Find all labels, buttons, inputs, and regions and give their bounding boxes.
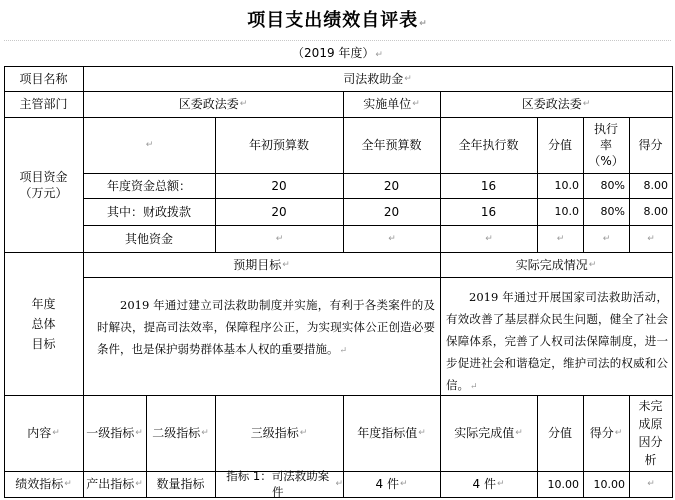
funds-header-score: 得分 <box>638 138 663 152</box>
indicator-row-score: 10.00 <box>593 477 625 491</box>
dept-label: 主管部门 <box>19 97 68 111</box>
indicator-header-target: 年度指标值 ↵ <box>357 426 426 440</box>
goals-expected-text: 2019 年通过建立司法救助制度并实施，有利于各类案件的及时解决，提高司法效率，保障程序公正，为实现实体公正创造必要条件，也是保护弱势群体基本人权的重要措施。↵ <box>97 298 435 356</box>
funds-row-total-annual: 20 <box>383 178 400 193</box>
indicator-header-points: 分值 <box>547 426 572 440</box>
h-rule <box>4 497 673 498</box>
funds-row-other-initial: ↵ <box>275 233 284 244</box>
funds-row-other-score: ↵ <box>647 233 655 244</box>
goals-label: 年度 总体 目标 <box>31 296 56 351</box>
goals-actual-header: 实际完成情况 ↵ <box>515 257 597 272</box>
funds-row-fiscal-label: 其中：财政拨款 <box>106 204 191 219</box>
funds-row-total-score: 8.00 <box>643 179 668 192</box>
funds-row-total-rate: 80% <box>600 179 625 192</box>
indicator-header-level2: 二级指标 ↵ <box>152 426 209 440</box>
indicator-row-content: 绩效指标 ↵ <box>15 477 72 491</box>
indicator-header-level1: 一级指标 ↵ <box>86 426 143 440</box>
funds-row-total-label: 年度资金总额： <box>106 178 191 193</box>
funds-header-annual-budget: 全年预算数 <box>361 138 422 152</box>
indicator-row-target: 4 件 ↵ <box>375 477 408 491</box>
funds-header-initial-budget: 年初预算数 <box>248 138 309 152</box>
funds-row-other-rate: ↵ <box>602 233 611 244</box>
h-rule <box>83 277 673 278</box>
funds-row-fiscal-annual: 20 <box>383 204 400 219</box>
funds-row-fiscal-executed: 16 <box>480 204 497 219</box>
funds-row-other-executed: ↵ <box>485 233 493 244</box>
goals-actual-text: 2019 年通过开展国家司法救助活动，有效改善了基层群众民生问题，健全了社会保障体系，完善了人权司法保障制度，进一步促进社会和谐稳定，维护司法的权威和公信。↵ <box>446 290 668 392</box>
funds-header-blank: ↵ <box>145 140 154 150</box>
funds-header-points: 分值 <box>547 138 572 152</box>
funds-row-other-label: 其他资金 <box>124 231 173 246</box>
indicator-header-reason: 未完成原因分析 <box>638 399 663 467</box>
funds-row-other-points: ↵ <box>556 233 565 244</box>
indicator-row-actual: 4 件 ↵ <box>472 477 505 491</box>
indicator-row-reason: ↵ <box>647 479 655 489</box>
funds-row-total-executed: 16 <box>480 178 497 193</box>
funds-header-executed: 全年执行数 <box>458 138 519 152</box>
funds-row-total-points: 10.0 <box>554 179 579 192</box>
funds-label: 项目资金 （万元） <box>19 169 68 200</box>
goals-expected-header: 预期目标 ↵ <box>233 257 290 272</box>
funds-row-fiscal-rate: 80% <box>600 205 625 218</box>
indicator-header-level3: 三级指标 ↵ <box>250 426 308 440</box>
indicator-header-score: 得分 ↵ <box>589 426 623 440</box>
indicator-header-content: 内容 ↵ <box>27 426 60 440</box>
funds-row-fiscal-score: 8.00 <box>643 205 668 218</box>
dept-value: 区委政法委 ↵ <box>178 97 248 111</box>
impl-label: 实施单位 ↵ <box>363 97 420 111</box>
year-label: （2019 年度）↵ <box>292 46 383 60</box>
indicator-row-level2: 数量指标 <box>156 477 205 491</box>
project-name-value: 司法救助金 ↵ <box>343 71 412 86</box>
funds-row-total-initial: 20 <box>271 178 287 193</box>
v-rule <box>672 66 673 498</box>
funds-row-other-annual: ↵ <box>388 233 396 244</box>
indicator-row-points: 10.00 <box>547 477 579 491</box>
funds-header-exec-rate: 执行率（%） <box>588 122 624 168</box>
funds-row-fiscal-initial: 20 <box>271 204 287 219</box>
indicator-row-level3: 指标 1：司法救助案件 ↵ <box>226 469 343 499</box>
impl-value: 区委政法委 ↵ <box>521 97 591 111</box>
page-title: 项目支出绩效自评表↵ <box>247 10 428 31</box>
project-name-label: 项目名称 <box>19 71 68 86</box>
funds-row-fiscal-points: 10.0 <box>554 205 579 218</box>
indicator-header-actual: 实际完成值 ↵ <box>454 426 523 440</box>
indicator-row-level1: 产出指标 ↵ <box>86 477 143 491</box>
